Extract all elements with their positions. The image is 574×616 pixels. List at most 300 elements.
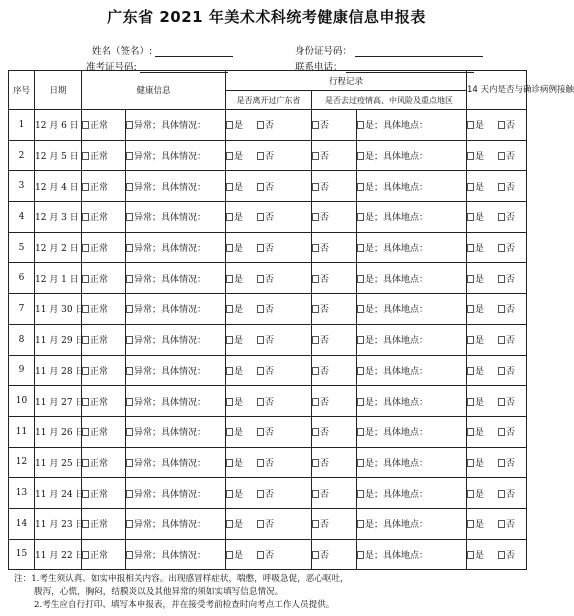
left-guangdong-no-checkbox[interactable] (257, 459, 264, 467)
row-seq: 4 (9, 202, 35, 233)
health-abnormal[interactable]: 异常；具体情况： (126, 152, 206, 162)
left-guangdong-no-checkbox[interactable] (257, 398, 264, 406)
contact-no[interactable]: 否 (498, 367, 515, 377)
form-title: 广东省 2021 年美术术科统考健康信息申报表 (107, 8, 426, 26)
health-normal[interactable]: 正常 (82, 244, 108, 254)
risk-area-no[interactable]: 否 (312, 367, 329, 377)
risk-area-no-checkbox[interactable] (312, 520, 319, 528)
left-guangdong-no[interactable]: 否 (257, 428, 274, 438)
risk-area-no-cell (312, 355, 357, 386)
contact-yes-checkbox[interactable] (467, 520, 474, 528)
row-date: 12 月 2 日 (35, 232, 82, 263)
health-abnormal-cell (126, 232, 226, 263)
health-abnormal-checkbox[interactable] (126, 213, 133, 221)
id-label: 身份证号码： (295, 46, 353, 57)
health-abnormal[interactable]: 异常；具体情况： (126, 398, 206, 408)
row-date: 11 月 26 日 (35, 416, 82, 447)
risk-area-no-checkbox[interactable] (312, 367, 319, 375)
left-guangdong-no-checkbox[interactable] (257, 305, 264, 313)
table-row (9, 386, 527, 417)
risk-area-no-cell (312, 416, 357, 447)
left-guangdong-yes[interactable]: 是 (226, 336, 243, 346)
health-normal-cell (82, 478, 126, 509)
risk-area-location-checkbox[interactable] (357, 244, 364, 252)
contact-no[interactable]: 否 (498, 490, 515, 500)
risk-area-location[interactable]: 是；具体地点： (357, 520, 428, 530)
contact-yes[interactable]: 是 (467, 244, 484, 254)
left-guangdong-yes-checkbox[interactable] (226, 367, 233, 375)
id-input-line[interactable] (355, 47, 483, 57)
health-normal-checkbox[interactable] (82, 213, 89, 221)
row-seq: 8 (9, 324, 35, 355)
contact-yes-checkbox[interactable] (467, 459, 474, 467)
row-date: 11 月 22 日 (35, 539, 82, 570)
left-guangdong-yes[interactable]: 是 (226, 490, 243, 500)
left-guangdong-no[interactable]: 否 (257, 213, 274, 223)
contact-no-checkbox[interactable] (498, 244, 505, 252)
left-guangdong-no-checkbox[interactable] (257, 336, 264, 344)
row-date: 11 月 24 日 (35, 478, 82, 509)
risk-area-location-checkbox[interactable] (357, 490, 364, 498)
contact-cell (467, 294, 527, 325)
risk-area-location-checkbox[interactable] (357, 520, 364, 528)
health-abnormal[interactable]: 异常；具体情况： (126, 121, 206, 131)
contact-no-checkbox[interactable] (498, 520, 505, 528)
risk-area-location[interactable]: 是；具体地点： (357, 398, 428, 408)
risk-area-no-checkbox[interactable] (312, 459, 319, 467)
contact-no[interactable]: 否 (498, 551, 515, 561)
contact-yes[interactable]: 是 (467, 183, 484, 193)
health-normal-checkbox[interactable] (82, 428, 89, 436)
left-guangdong-yes-checkbox[interactable] (226, 305, 233, 313)
left-guangdong-yes[interactable]: 是 (226, 152, 243, 162)
id-field (295, 43, 483, 57)
left-guangdong-no-checkbox[interactable] (257, 490, 264, 498)
health-normal[interactable]: 正常 (82, 551, 108, 561)
health-abnormal-checkbox[interactable] (126, 398, 133, 406)
left-guangdong-no[interactable]: 否 (257, 336, 274, 346)
contact-no-checkbox[interactable] (498, 398, 505, 406)
contact-yes[interactable]: 是 (467, 121, 484, 131)
left-guangdong-yes[interactable]: 是 (226, 398, 243, 408)
health-abnormal-cell (126, 263, 226, 294)
health-abnormal-cell (126, 110, 226, 141)
risk-area-no[interactable]: 否 (312, 520, 329, 530)
note-line-1: 注：1.考生须认真、如实申报相关内容。出现感冒样症状，喘憋，呼吸急促，恶心呕吐， (14, 574, 349, 584)
left-guangdong-no-checkbox[interactable] (257, 213, 264, 221)
left-guangdong-yes[interactable]: 是 (226, 275, 243, 285)
health-abnormal-cell (126, 355, 226, 386)
contact-cell (467, 324, 527, 355)
health-normal[interactable]: 正常 (82, 152, 108, 162)
risk-area-location-cell (357, 539, 467, 570)
risk-area-location-checkbox[interactable] (357, 213, 364, 221)
risk-area-location-cell (357, 324, 467, 355)
risk-area-no-checkbox[interactable] (312, 336, 319, 344)
left-guangdong-no[interactable]: 否 (257, 551, 274, 561)
health-normal[interactable]: 正常 (82, 367, 108, 377)
health-abnormal-cell (126, 171, 226, 202)
left-guangdong-no-checkbox[interactable] (257, 183, 264, 191)
risk-area-location-cell (357, 478, 467, 509)
risk-area-location[interactable]: 是；具体地点： (357, 152, 428, 162)
contact-yes-checkbox[interactable] (467, 183, 474, 191)
left-guangdong-yes-checkbox[interactable] (226, 213, 233, 221)
left-guangdong-yes-checkbox[interactable] (226, 520, 233, 528)
health-abnormal-checkbox[interactable] (126, 459, 133, 467)
left-guangdong-yes-checkbox[interactable] (226, 336, 233, 344)
risk-area-no[interactable]: 否 (312, 275, 329, 285)
left-guangdong-no-checkbox[interactable] (257, 367, 264, 375)
health-abnormal-checkbox[interactable] (126, 428, 133, 436)
risk-area-location[interactable]: 是；具体地点： (357, 305, 428, 315)
contact-no[interactable]: 否 (498, 459, 515, 469)
health-normal-checkbox[interactable] (82, 367, 89, 375)
contact-cell (467, 202, 527, 233)
health-normal[interactable]: 正常 (82, 490, 108, 500)
contact-no-checkbox[interactable] (498, 367, 505, 375)
health-abnormal-checkbox[interactable] (126, 520, 133, 528)
risk-area-location-checkbox[interactable] (357, 367, 364, 375)
note-line-3: 2.考生应自行打印、填写本申报表，并在接受考前检查时向考点工作人员提供。 (34, 600, 335, 610)
contact-yes[interactable]: 是 (467, 305, 484, 315)
contact-no[interactable]: 否 (498, 398, 515, 408)
risk-area-location-checkbox[interactable] (357, 551, 364, 559)
row-date: 11 月 29 日 (35, 324, 82, 355)
contact-yes-checkbox[interactable] (467, 398, 474, 406)
health-normal-checkbox[interactable] (82, 183, 89, 191)
health-normal[interactable]: 正常 (82, 121, 108, 131)
health-normal[interactable]: 正常 (82, 520, 108, 530)
risk-area-no[interactable]: 否 (312, 213, 329, 223)
contact-cell (467, 447, 527, 478)
left-guangdong-no-checkbox[interactable] (257, 520, 264, 528)
contact-no[interactable]: 否 (498, 183, 515, 193)
note-line-2: 腹泻，心慌，胸闷，结膜炎以及其他异常的须如实填写信息情况。 (34, 587, 284, 597)
risk-area-location-checkbox[interactable] (357, 183, 364, 191)
risk-area-no[interactable]: 否 (312, 398, 329, 408)
left-guangdong-no[interactable]: 否 (257, 183, 274, 193)
contact-no-checkbox[interactable] (498, 551, 505, 559)
health-abnormal-checkbox[interactable] (126, 490, 133, 498)
contact-yes[interactable]: 是 (467, 152, 484, 162)
left-guangdong-yes-checkbox[interactable] (226, 152, 233, 160)
health-abnormal[interactable]: 异常；具体情况： (126, 183, 206, 193)
health-normal-checkbox[interactable] (82, 305, 89, 313)
risk-area-no[interactable]: 否 (312, 183, 329, 193)
left-guangdong-yes-checkbox[interactable] (226, 244, 233, 252)
table-row (9, 539, 527, 570)
left-guangdong-no[interactable]: 否 (257, 490, 274, 500)
risk-area-location[interactable]: 是；具体地点： (357, 428, 428, 438)
left-guangdong-yes-checkbox[interactable] (226, 398, 233, 406)
left-guangdong-no[interactable]: 否 (257, 459, 274, 469)
risk-area-no[interactable]: 否 (312, 428, 329, 438)
row-seq: 11 (9, 416, 35, 447)
contact-cell (467, 416, 527, 447)
health-abnormal-checkbox[interactable] (126, 152, 133, 160)
contact-no-checkbox[interactable] (498, 490, 505, 498)
contact-no-checkbox[interactable] (498, 121, 505, 129)
risk-area-location-checkbox[interactable] (357, 398, 364, 406)
risk-area-no-cell (312, 508, 357, 539)
contact-no[interactable]: 否 (498, 520, 515, 530)
contact-yes-checkbox[interactable] (467, 152, 474, 160)
health-abnormal-checkbox[interactable] (126, 551, 133, 559)
risk-area-no-checkbox[interactable] (312, 428, 319, 436)
left-guangdong-no[interactable]: 否 (257, 121, 274, 131)
health-abnormal-checkbox[interactable] (126, 183, 133, 191)
contact-yes-checkbox[interactable] (467, 336, 474, 344)
health-abnormal[interactable]: 异常；具体情况： (126, 305, 206, 315)
left-guangdong-no-checkbox[interactable] (257, 121, 264, 129)
contact-yes[interactable]: 是 (467, 336, 484, 346)
risk-area-location-checkbox[interactable] (357, 152, 364, 160)
health-normal-checkbox[interactable] (82, 551, 89, 559)
contact-yes-checkbox[interactable] (467, 367, 474, 375)
health-abnormal[interactable]: 异常；具体情况： (126, 275, 206, 285)
health-normal-checkbox[interactable] (82, 152, 89, 160)
contact-no-checkbox[interactable] (498, 336, 505, 344)
contact-yes-checkbox[interactable] (467, 275, 474, 283)
risk-area-no-checkbox[interactable] (312, 275, 319, 283)
left-guangdong-yes-checkbox[interactable] (226, 428, 233, 436)
left-guangdong-yes[interactable]: 是 (226, 305, 243, 315)
contact-no-checkbox[interactable] (498, 305, 505, 313)
risk-area-no-checkbox[interactable] (312, 305, 319, 313)
left-guangdong-yes-checkbox[interactable] (226, 121, 233, 129)
risk-area-location-checkbox[interactable] (357, 428, 364, 436)
phone-label: 联系电话： (295, 62, 343, 73)
contact-no[interactable]: 否 (498, 305, 515, 315)
contact-yes[interactable]: 是 (467, 367, 484, 377)
risk-area-location[interactable]: 是；具体地点： (357, 244, 428, 254)
health-normal-checkbox[interactable] (82, 244, 89, 252)
risk-area-location[interactable]: 是；具体地点： (357, 367, 428, 377)
health-normal[interactable]: 正常 (82, 213, 108, 223)
risk-area-no[interactable]: 否 (312, 490, 329, 500)
health-normal[interactable]: 正常 (82, 428, 108, 438)
health-abnormal-checkbox[interactable] (126, 275, 133, 283)
contact-yes[interactable]: 是 (467, 275, 484, 285)
risk-area-no[interactable]: 否 (312, 305, 329, 315)
left-guangdong-yes[interactable]: 是 (226, 459, 243, 469)
health-normal[interactable]: 正常 (82, 183, 108, 193)
health-abnormal-checkbox[interactable] (126, 305, 133, 313)
health-normal-checkbox[interactable] (82, 121, 89, 129)
contact-no[interactable]: 否 (498, 121, 515, 131)
risk-area-no[interactable]: 否 (312, 551, 329, 561)
contact-yes[interactable]: 是 (467, 551, 484, 561)
risk-area-no-checkbox[interactable] (312, 152, 319, 160)
health-normal-checkbox[interactable] (82, 398, 89, 406)
risk-area-no[interactable]: 否 (312, 121, 329, 131)
health-abnormal[interactable]: 异常；具体情况： (126, 367, 206, 377)
contact-yes-checkbox[interactable] (467, 121, 474, 129)
contact-no-checkbox[interactable] (498, 213, 505, 221)
row-date: 11 月 25 日 (35, 447, 82, 478)
left-guangdong-no[interactable]: 否 (257, 367, 274, 377)
health-abnormal[interactable]: 异常；具体情况： (126, 428, 206, 438)
health-normal[interactable]: 正常 (82, 305, 108, 315)
contact-no-checkbox[interactable] (498, 459, 505, 467)
risk-area-no[interactable]: 否 (312, 336, 329, 346)
name-input-line[interactable] (155, 47, 233, 57)
left-guangdong-yes-checkbox[interactable] (226, 183, 233, 191)
health-normal-cell (82, 324, 126, 355)
contact-yes[interactable]: 是 (467, 459, 484, 469)
health-normal-checkbox[interactable] (82, 459, 89, 467)
risk-area-location[interactable]: 是；具体地点： (357, 336, 428, 346)
contact-yes-checkbox[interactable] (467, 428, 474, 436)
left-guangdong-no[interactable]: 否 (257, 398, 274, 408)
contact-no-checkbox[interactable] (498, 428, 505, 436)
risk-area-location[interactable]: 是；具体地点： (357, 551, 428, 561)
left-guangdong-no-checkbox[interactable] (257, 551, 264, 559)
contact-yes-checkbox[interactable] (467, 551, 474, 559)
left-guangdong-no[interactable]: 否 (257, 244, 274, 254)
left-guangdong-yes-checkbox[interactable] (226, 459, 233, 467)
risk-area-location[interactable]: 是；具体地点： (357, 275, 428, 285)
left-guangdong-yes[interactable]: 是 (226, 183, 243, 193)
contact-no-checkbox[interactable] (498, 275, 505, 283)
risk-area-location-checkbox[interactable] (357, 121, 364, 129)
left-guangdong-no-checkbox[interactable] (257, 152, 264, 160)
contact-no[interactable]: 否 (498, 244, 515, 254)
left-guangdong-yes[interactable]: 是 (226, 121, 243, 131)
risk-area-no-checkbox[interactable] (312, 183, 319, 191)
risk-area-location-checkbox[interactable] (357, 275, 364, 283)
contact-no[interactable]: 否 (498, 428, 515, 438)
contact-no-checkbox[interactable] (498, 152, 505, 160)
left-guangdong-cell (226, 508, 312, 539)
risk-area-location-cell (357, 171, 467, 202)
header-itinerary: 行程记录 (226, 71, 467, 91)
contact-yes[interactable]: 是 (467, 520, 484, 530)
left-guangdong-yes[interactable]: 是 (226, 428, 243, 438)
contact-yes-checkbox[interactable] (467, 244, 474, 252)
contact-no[interactable]: 否 (498, 213, 515, 223)
left-guangdong-no[interactable]: 否 (257, 520, 274, 530)
risk-area-no[interactable]: 否 (312, 244, 329, 254)
health-normal-checkbox[interactable] (82, 336, 89, 344)
contact-yes[interactable]: 是 (467, 428, 484, 438)
left-guangdong-no[interactable]: 否 (257, 305, 274, 315)
row-date: 11 月 30 日 (35, 294, 82, 325)
row-seq: 9 (9, 355, 35, 386)
risk-area-no[interactable]: 否 (312, 152, 329, 162)
health-normal-cell (82, 140, 126, 171)
left-guangdong-no[interactable]: 否 (257, 275, 274, 285)
risk-area-location-checkbox[interactable] (357, 459, 364, 467)
contact-yes[interactable]: 是 (467, 213, 484, 223)
left-guangdong-no-checkbox[interactable] (257, 244, 264, 252)
health-normal[interactable]: 正常 (82, 398, 108, 408)
health-abnormal-checkbox[interactable] (126, 244, 133, 252)
health-abnormal-checkbox[interactable] (126, 121, 133, 129)
left-guangdong-yes-checkbox[interactable] (226, 490, 233, 498)
health-normal-checkbox[interactable] (82, 275, 89, 283)
contact-no[interactable]: 否 (498, 336, 515, 346)
risk-area-location[interactable]: 是；具体地点： (357, 183, 428, 193)
left-guangdong-yes-checkbox[interactable] (226, 275, 233, 283)
table-row (9, 416, 527, 447)
header-date: 日期 (35, 71, 82, 110)
risk-area-no[interactable]: 否 (312, 459, 329, 469)
left-guangdong-cell (226, 202, 312, 233)
risk-area-location-cell (357, 140, 467, 171)
contact-yes-checkbox[interactable] (467, 213, 474, 221)
contact-yes[interactable]: 是 (467, 398, 484, 408)
health-abnormal[interactable]: 异常；具体情况： (126, 244, 206, 254)
risk-area-no-checkbox[interactable] (312, 490, 319, 498)
risk-area-no-checkbox[interactable] (312, 121, 319, 129)
health-normal-checkbox[interactable] (82, 490, 89, 498)
risk-area-location-checkbox[interactable] (357, 336, 364, 344)
row-seq: 6 (9, 263, 35, 294)
contact-yes-checkbox[interactable] (467, 490, 474, 498)
risk-area-location-cell (357, 202, 467, 233)
risk-area-location[interactable]: 是；具体地点： (357, 121, 428, 131)
health-abnormal[interactable]: 异常；具体情况： (126, 336, 206, 346)
table-row (9, 508, 527, 539)
left-guangdong-yes[interactable]: 是 (226, 213, 243, 223)
risk-area-no-checkbox[interactable] (312, 244, 319, 252)
health-normal-checkbox[interactable] (82, 520, 89, 528)
risk-area-location[interactable]: 是；具体地点： (357, 213, 428, 223)
health-abnormal[interactable]: 异常；具体情况： (126, 213, 206, 223)
table-row (9, 140, 527, 171)
left-guangdong-yes[interactable]: 是 (226, 244, 243, 254)
contact-no-checkbox[interactable] (498, 183, 505, 191)
risk-area-location-cell (357, 447, 467, 478)
health-abnormal[interactable]: 异常；具体情况： (126, 520, 206, 530)
risk-area-location-cell (357, 263, 467, 294)
health-abnormal-checkbox[interactable] (126, 367, 133, 375)
left-guangdong-yes[interactable]: 是 (226, 520, 243, 530)
health-abnormal[interactable]: 异常；具体情况： (126, 490, 206, 500)
risk-area-no-checkbox[interactable] (312, 398, 319, 406)
left-guangdong-no-checkbox[interactable] (257, 275, 264, 283)
contact-yes[interactable]: 是 (467, 490, 484, 500)
contact-yes-checkbox[interactable] (467, 305, 474, 313)
left-guangdong-yes-checkbox[interactable] (226, 551, 233, 559)
left-guangdong-yes[interactable]: 是 (226, 367, 243, 377)
risk-area-no-cell (312, 110, 357, 141)
risk-area-no-checkbox[interactable] (312, 551, 319, 559)
health-normal[interactable]: 正常 (82, 336, 108, 346)
left-guangdong-no-checkbox[interactable] (257, 428, 264, 436)
row-seq: 1 (9, 110, 35, 141)
contact-no[interactable]: 否 (498, 275, 515, 285)
health-abnormal-checkbox[interactable] (126, 336, 133, 344)
risk-area-location[interactable]: 是；具体地点： (357, 459, 428, 469)
left-guangdong-no[interactable]: 否 (257, 152, 274, 162)
contact-cell (467, 539, 527, 570)
risk-area-no-checkbox[interactable] (312, 213, 319, 221)
health-normal[interactable]: 正常 (82, 275, 108, 285)
risk-area-location[interactable]: 是；具体地点： (357, 490, 428, 500)
contact-no[interactable]: 否 (498, 152, 515, 162)
health-abnormal[interactable]: 异常；具体情况： (126, 459, 206, 469)
risk-area-location-checkbox[interactable] (357, 305, 364, 313)
left-guangdong-yes[interactable]: 是 (226, 551, 243, 561)
health-abnormal[interactable]: 异常；具体情况： (126, 551, 206, 561)
risk-area-no-cell (312, 478, 357, 509)
health-normal-cell (82, 508, 126, 539)
health-normal-cell (82, 447, 126, 478)
health-normal[interactable]: 正常 (82, 459, 108, 469)
